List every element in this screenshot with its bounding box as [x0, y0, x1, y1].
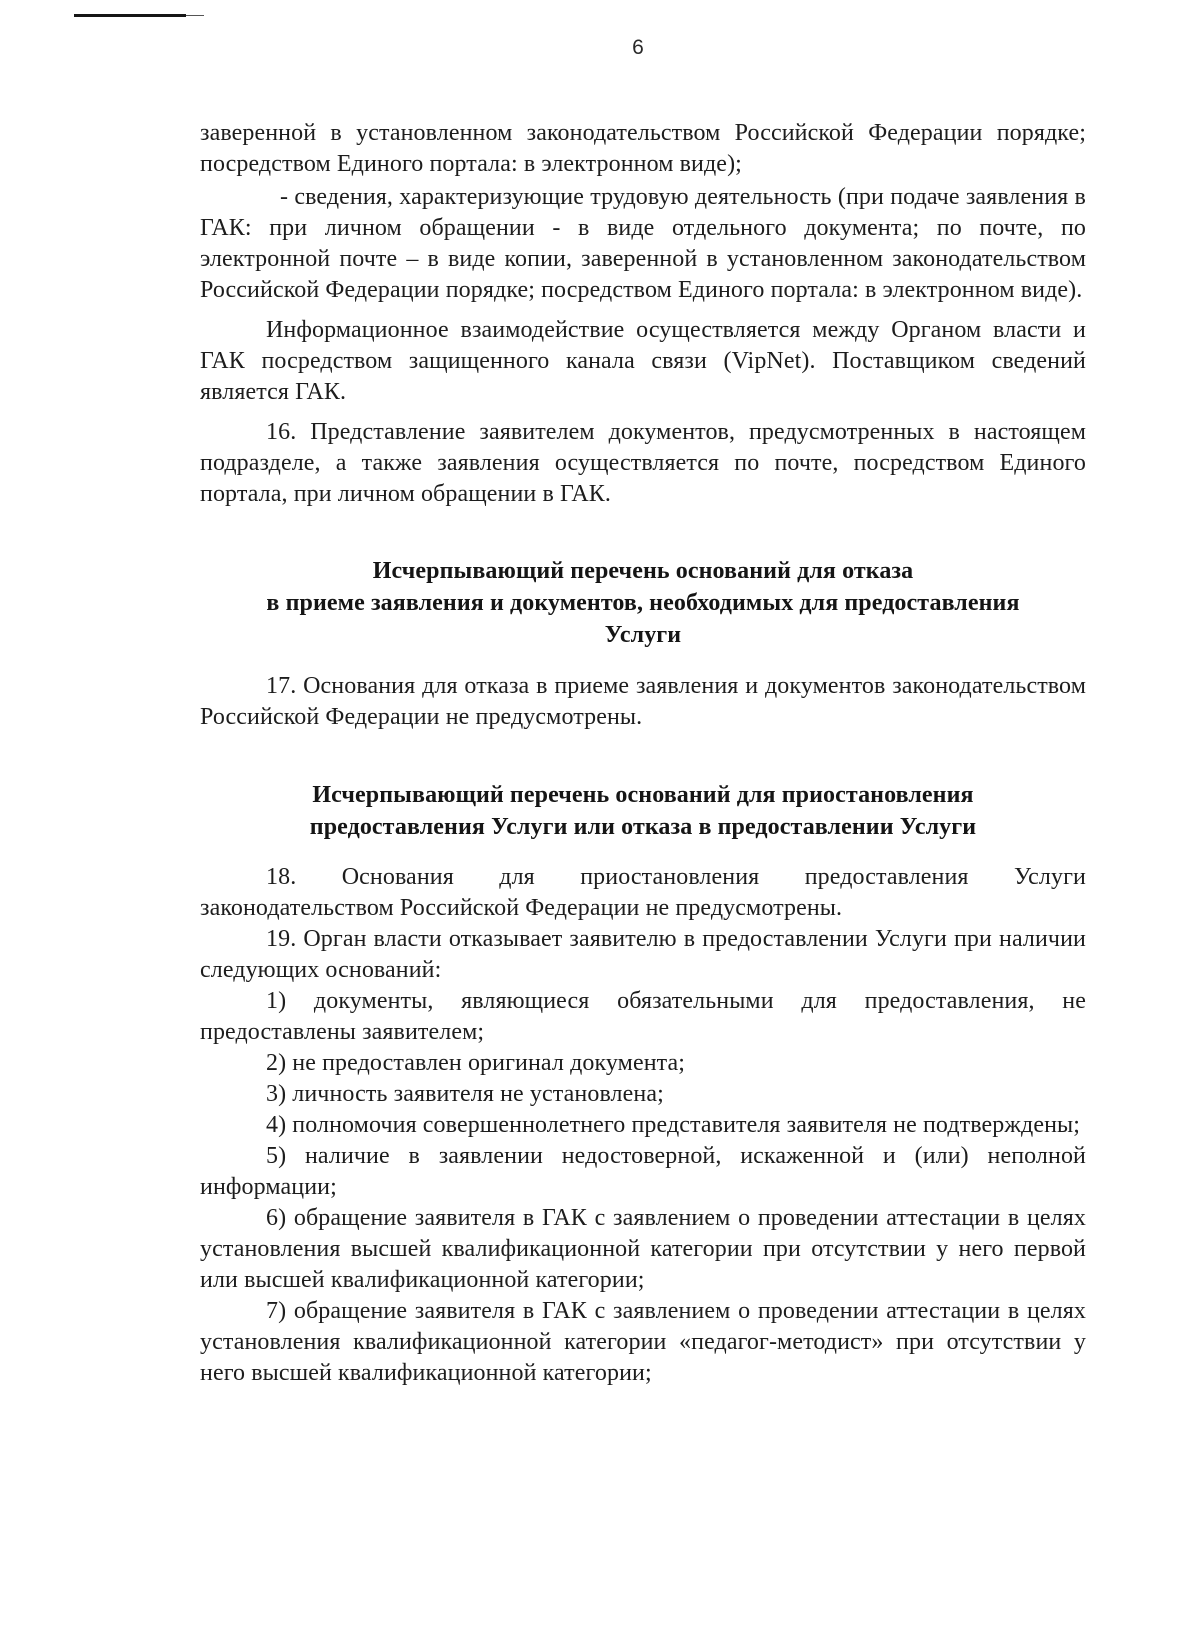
list-item-refusal-ground: 5) наличие в заявлении недостоверной, искаженной и (или) неполной информации; [200, 1143, 1086, 1200]
list-item-refusal-ground: 1) документы, являющиеся обязательными для предоставления, не предоставлены заявителем; [200, 988, 1086, 1045]
section-heading-refusal-acceptance [200, 555, 1086, 651]
paragraph-18-no-suspension-grounds: 18. Основания для приостановления предоставления Услуги законодательством Российской Федерации не предусмотрены. [200, 864, 1086, 921]
paragraph-19-refusal-grounds-intro: 19. Орган власти отказывает заявителю в предоставлении Услуги при наличии следующих оснований: [200, 926, 1086, 983]
heading-line: в приеме заявления и документов, необходимых для предоставления [266, 590, 1020, 616]
paragraph-16-document-submission: 16. Представление заявителем документов, предусмотренных в настоящем подразделе, а также заявления осуществляется по почте, посредством Единого портала, при личном обращении в ГАК. [200, 419, 1086, 507]
section-heading-suspension-refusal [200, 779, 1086, 843]
heading-line: Исчерпывающий перечень оснований для отказа [372, 558, 914, 584]
list-item-refusal-ground: 3) личность заявителя не установлена; [266, 1081, 664, 1107]
list-item-refusal-ground: 7) обращение заявителя в ГАК с заявлением о проведении аттестации в целях установления квалификационной категории «педагог-методист» при отсутствии у него высшей квалификационной категории; [200, 1298, 1086, 1386]
document-body [200, 118, 1086, 1389]
paragraph-notarized-copy-end: заверенной в установленном законодательством Российской Федерации порядке; посредством Единого портала: в электронном виде); [200, 120, 1086, 177]
list-item-refusal-ground: 6) обращение заявителя в ГАК с заявлением о проведении аттестации в целях установления высшей квалификационной категории при отсутствии у него первой или высшей квалификационной категории; [200, 1205, 1086, 1293]
heading-line: Исчерпывающий перечень оснований для приостановления [312, 782, 974, 808]
paragraph-information-exchange: Информационное взаимодействие осуществляется между Органом власти и ГАК посредством защищенного канала связи (VipNet). Поставщиком сведений является ГАК. [200, 317, 1086, 405]
paragraph-17-no-refusal-grounds: 17. Основания для отказа в приеме заявления и документов законодательством Российской Федерации не предусмотрены. [200, 673, 1086, 730]
list-item-refusal-ground: 2) не предоставлен оригинал документа; [266, 1050, 686, 1076]
list-item-refusal-ground: 4) полномочия совершеннолетнего представителя заявителя не подтверждены; [266, 1112, 1081, 1138]
heading-line: предоставления Услуги или отказа в предоставлении Услуги [309, 814, 977, 840]
page-number: 6 [632, 36, 644, 59]
scan-edge-mark [74, 14, 186, 17]
paragraph-work-activity-info: - сведения, характеризующие трудовую деятельность (при подаче заявления в ГАК: при личном обращении - в виде отдельного документа; по почте, по электронной почте – в виде копии, заверенной в установленном законодательством Российской Федерации порядке; посредством Единого портала: в электронном виде). [200, 184, 1086, 303]
heading-line: Услуги [604, 622, 682, 648]
